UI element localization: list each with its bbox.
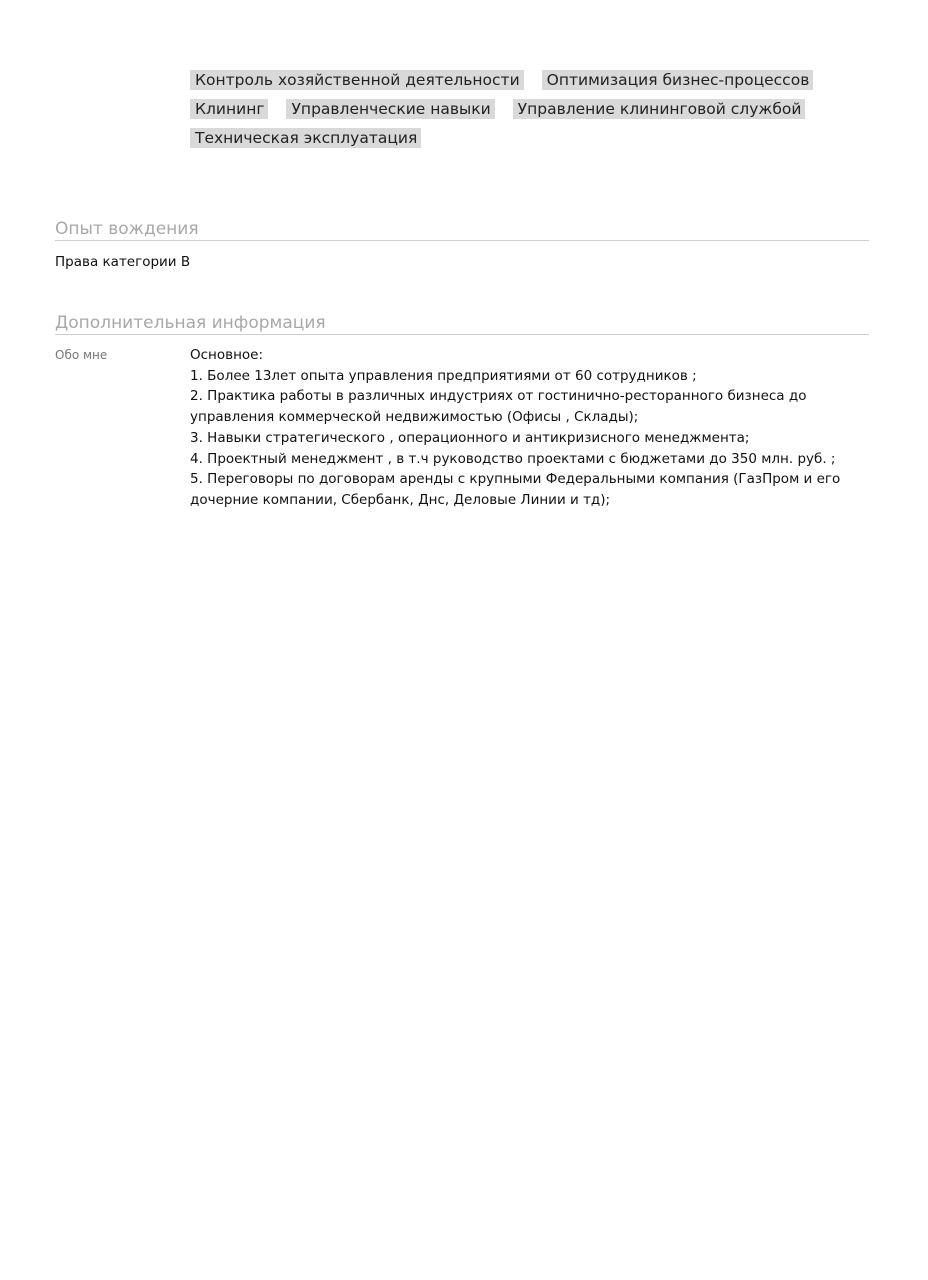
skill-row (190, 99, 830, 128)
driving-license-value: Права категории B (55, 254, 191, 270)
driving-experience-heading: Опыт вождения (55, 219, 869, 241)
about-line: управления коммерческой недвижимостью (Офисы , Склады); (190, 409, 639, 426)
about-line: Основное: (190, 347, 264, 363)
skill-tag: Техническая эксплуатация (190, 128, 421, 148)
skill-tag: Управление клининговой службой (513, 99, 806, 119)
about-line: дочерние компании, Сбербанк, Днс, Деловые Линии и тд); (190, 491, 611, 508)
skill-tag: Контроль хозяйственной деятельности (190, 70, 524, 90)
about-me-label: Обо мне (55, 348, 108, 362)
skill-row (190, 128, 830, 157)
skill-tag: Оптимизация бизнес-процессов (542, 70, 814, 90)
about-line: 3. Навыки стратегического , операционного и антикризисного менеджмента; (190, 429, 750, 446)
skill-row (190, 70, 830, 99)
about-me-text (190, 345, 850, 511)
additional-info-heading: Дополнительная информация (55, 313, 869, 335)
skill-tag: Управленческие навыки (286, 99, 494, 119)
skills-tag-list (190, 70, 830, 157)
about-line: 2. Практика работы в различных индустриях от гостинично-ресторанного бизнеса до (190, 388, 807, 405)
skill-tag: Клининг (190, 99, 268, 119)
about-line: 1. Более 13лет опыта управления предприятиями от 60 сотрудников ; (190, 367, 697, 384)
about-line: 5. Переговоры по договорам аренды с крупными Федеральными компания (ГазПром и его (190, 471, 841, 488)
about-line: 4. Проектный менеджмент , в т.ч руководство проектами с бюджетами до 350 млн. руб. ; (190, 450, 836, 467)
